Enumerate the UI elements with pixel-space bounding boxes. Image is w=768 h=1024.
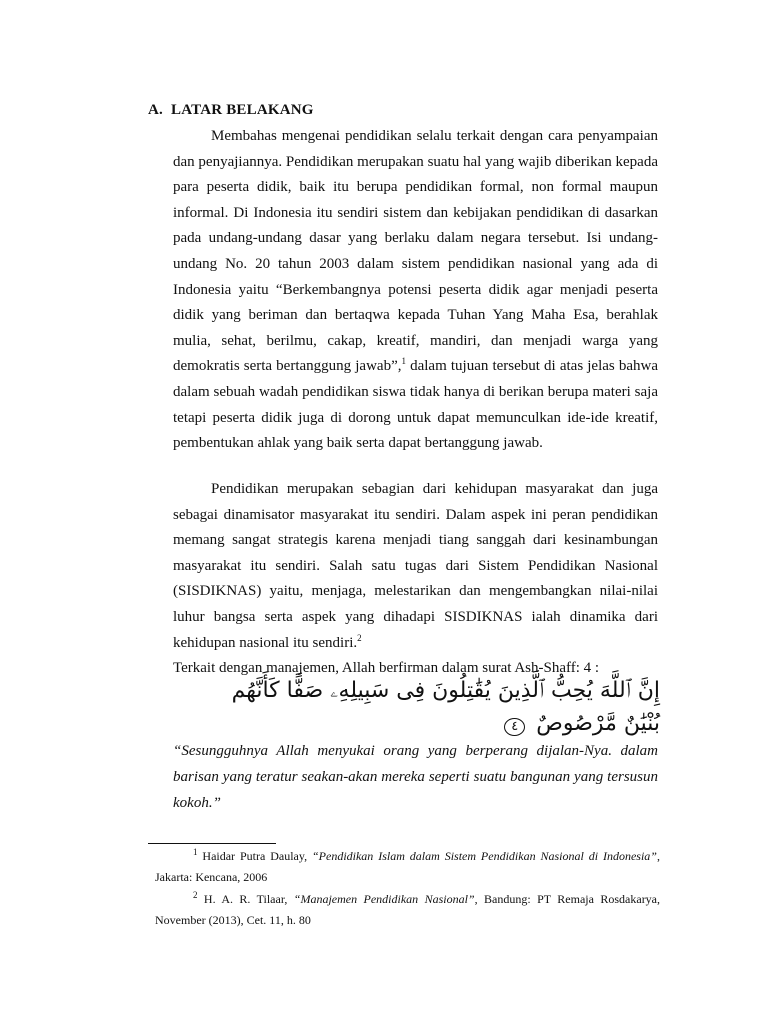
footnote-2-author: H. A. R. Tilaar, — [197, 892, 294, 906]
section-heading — [148, 102, 314, 119]
footnote-2-rest: , Bandung: PT Remaja Rosdakarya, November (2013), Cet. 11, h. 80 — [155, 892, 661, 927]
paragraph-1 — [173, 124, 658, 457]
paragraph-1-text-a: Membahas mengenai pendidikan selalu terkait dengan cara penyampaian dan penyajiannya. Pendidikan merupakan suatu hal yang wajib diberikan kepada para peserta didik, baik itu berupa pendidikan formal, non formal maupun informal. Di Indonesia itu sendiri sistem dan kebijakan pendidikan di dasarkan pada undang-undang dasar yang berlaku dalam negara tersebut. Isi undang-undang No. 20 tahun 2003 dalam sistem pendidikan nasional yang ada di Indonesia yaitu “Berkembangnya potensi peserta didik agar menjadi peserta didik yang beriman dan bertaqwa kepada Tuhan Yang Maha Esa, berahlak mulia, sehat, berilmu, cakap, kreatif, mandiri, dan menjadi warga yang demokratis serta bertanggung jawab”, — [173, 128, 658, 375]
footnote-2-title: “Manajemen Pendidikan Nasional” — [293, 892, 475, 906]
paragraph-3: Terkait dengan manajemen, Allah berfirman dalam surat Ash-Shaff: 4 : — [173, 660, 600, 676]
section-letter: A. — [148, 102, 163, 118]
section-title: LATAR BELAKANG — [170, 102, 314, 118]
footnote-1-author: Haidar Putra Daulay, — [197, 849, 312, 863]
paragraph-2 — [173, 477, 658, 656]
footnote-separator — [148, 843, 276, 844]
footnote-1-mark: 1 — [193, 847, 198, 857]
quran-verse-text: إِنَّ ٱللَّهَ يُحِبُّ ٱلَّذِينَ يُقَٰتِلُونَ فِى سَبِيلِهِۦ صَفًّا كَأَنَّهُم بُنْيَٰنٌ مَّرْصُوصٌ — [231, 678, 660, 736]
quran-verse — [205, 674, 660, 740]
ayah-number-marker: ٤ — [504, 718, 525, 736]
footnote-ref-1[interactable]: 1 — [401, 356, 406, 367]
footnote-2-mark: 2 — [193, 890, 198, 900]
paragraph-2-text: Pendidikan merupakan sebagian dari kehidupan masyarakat dan juga sebagai dinamisator masyarakat itu sendiri. Dalam aspek ini peran pendidikan memang sangat strategis karena menjadi tiang sanggah dari kesinambungan masyarakat itu sendiri. Salah satu tugas dari Sistem Pendidikan Nasional (SISDIKNAS) yaitu, menjaga, melestarikan dan mengembangkan nilai-nilai luhur bangsa serta aspek yang dihadapi SISDIKNAS ialah dinamika dari kehidupan nasional itu sendiri. — [173, 481, 658, 651]
footnote-ref-2[interactable]: 2 — [357, 632, 362, 643]
paragraph-1-text-b: dalam tujuan tersebut di atas jelas bahwa dalam sebuah wadah pendidikan siswa tidak hanya di berikan berupa materi saja tetapi peserta didik juga di dorong untuk dapat memunculkan ide-ide kreatif, pembentukan ahlak yang baik serta dapat bertanggung jawab. — [173, 358, 659, 452]
footnote-1-rest: , Jakarta: Kencana, 2006 — [155, 849, 660, 884]
footnote-1 — [155, 846, 660, 888]
footnote-2 — [155, 889, 660, 931]
verse-translation: “Sesungguhnya Allah menyukai orang yang berperang dijalan-Nya. dalam barisan yang teratur seakan-akan mereka seperti suatu bangunan yang tersusun kokoh.” — [173, 743, 658, 811]
footnote-1-title: “Pendidikan Islam dalam Sistem Pendidikan Nasional di Indonesia” — [311, 849, 657, 863]
